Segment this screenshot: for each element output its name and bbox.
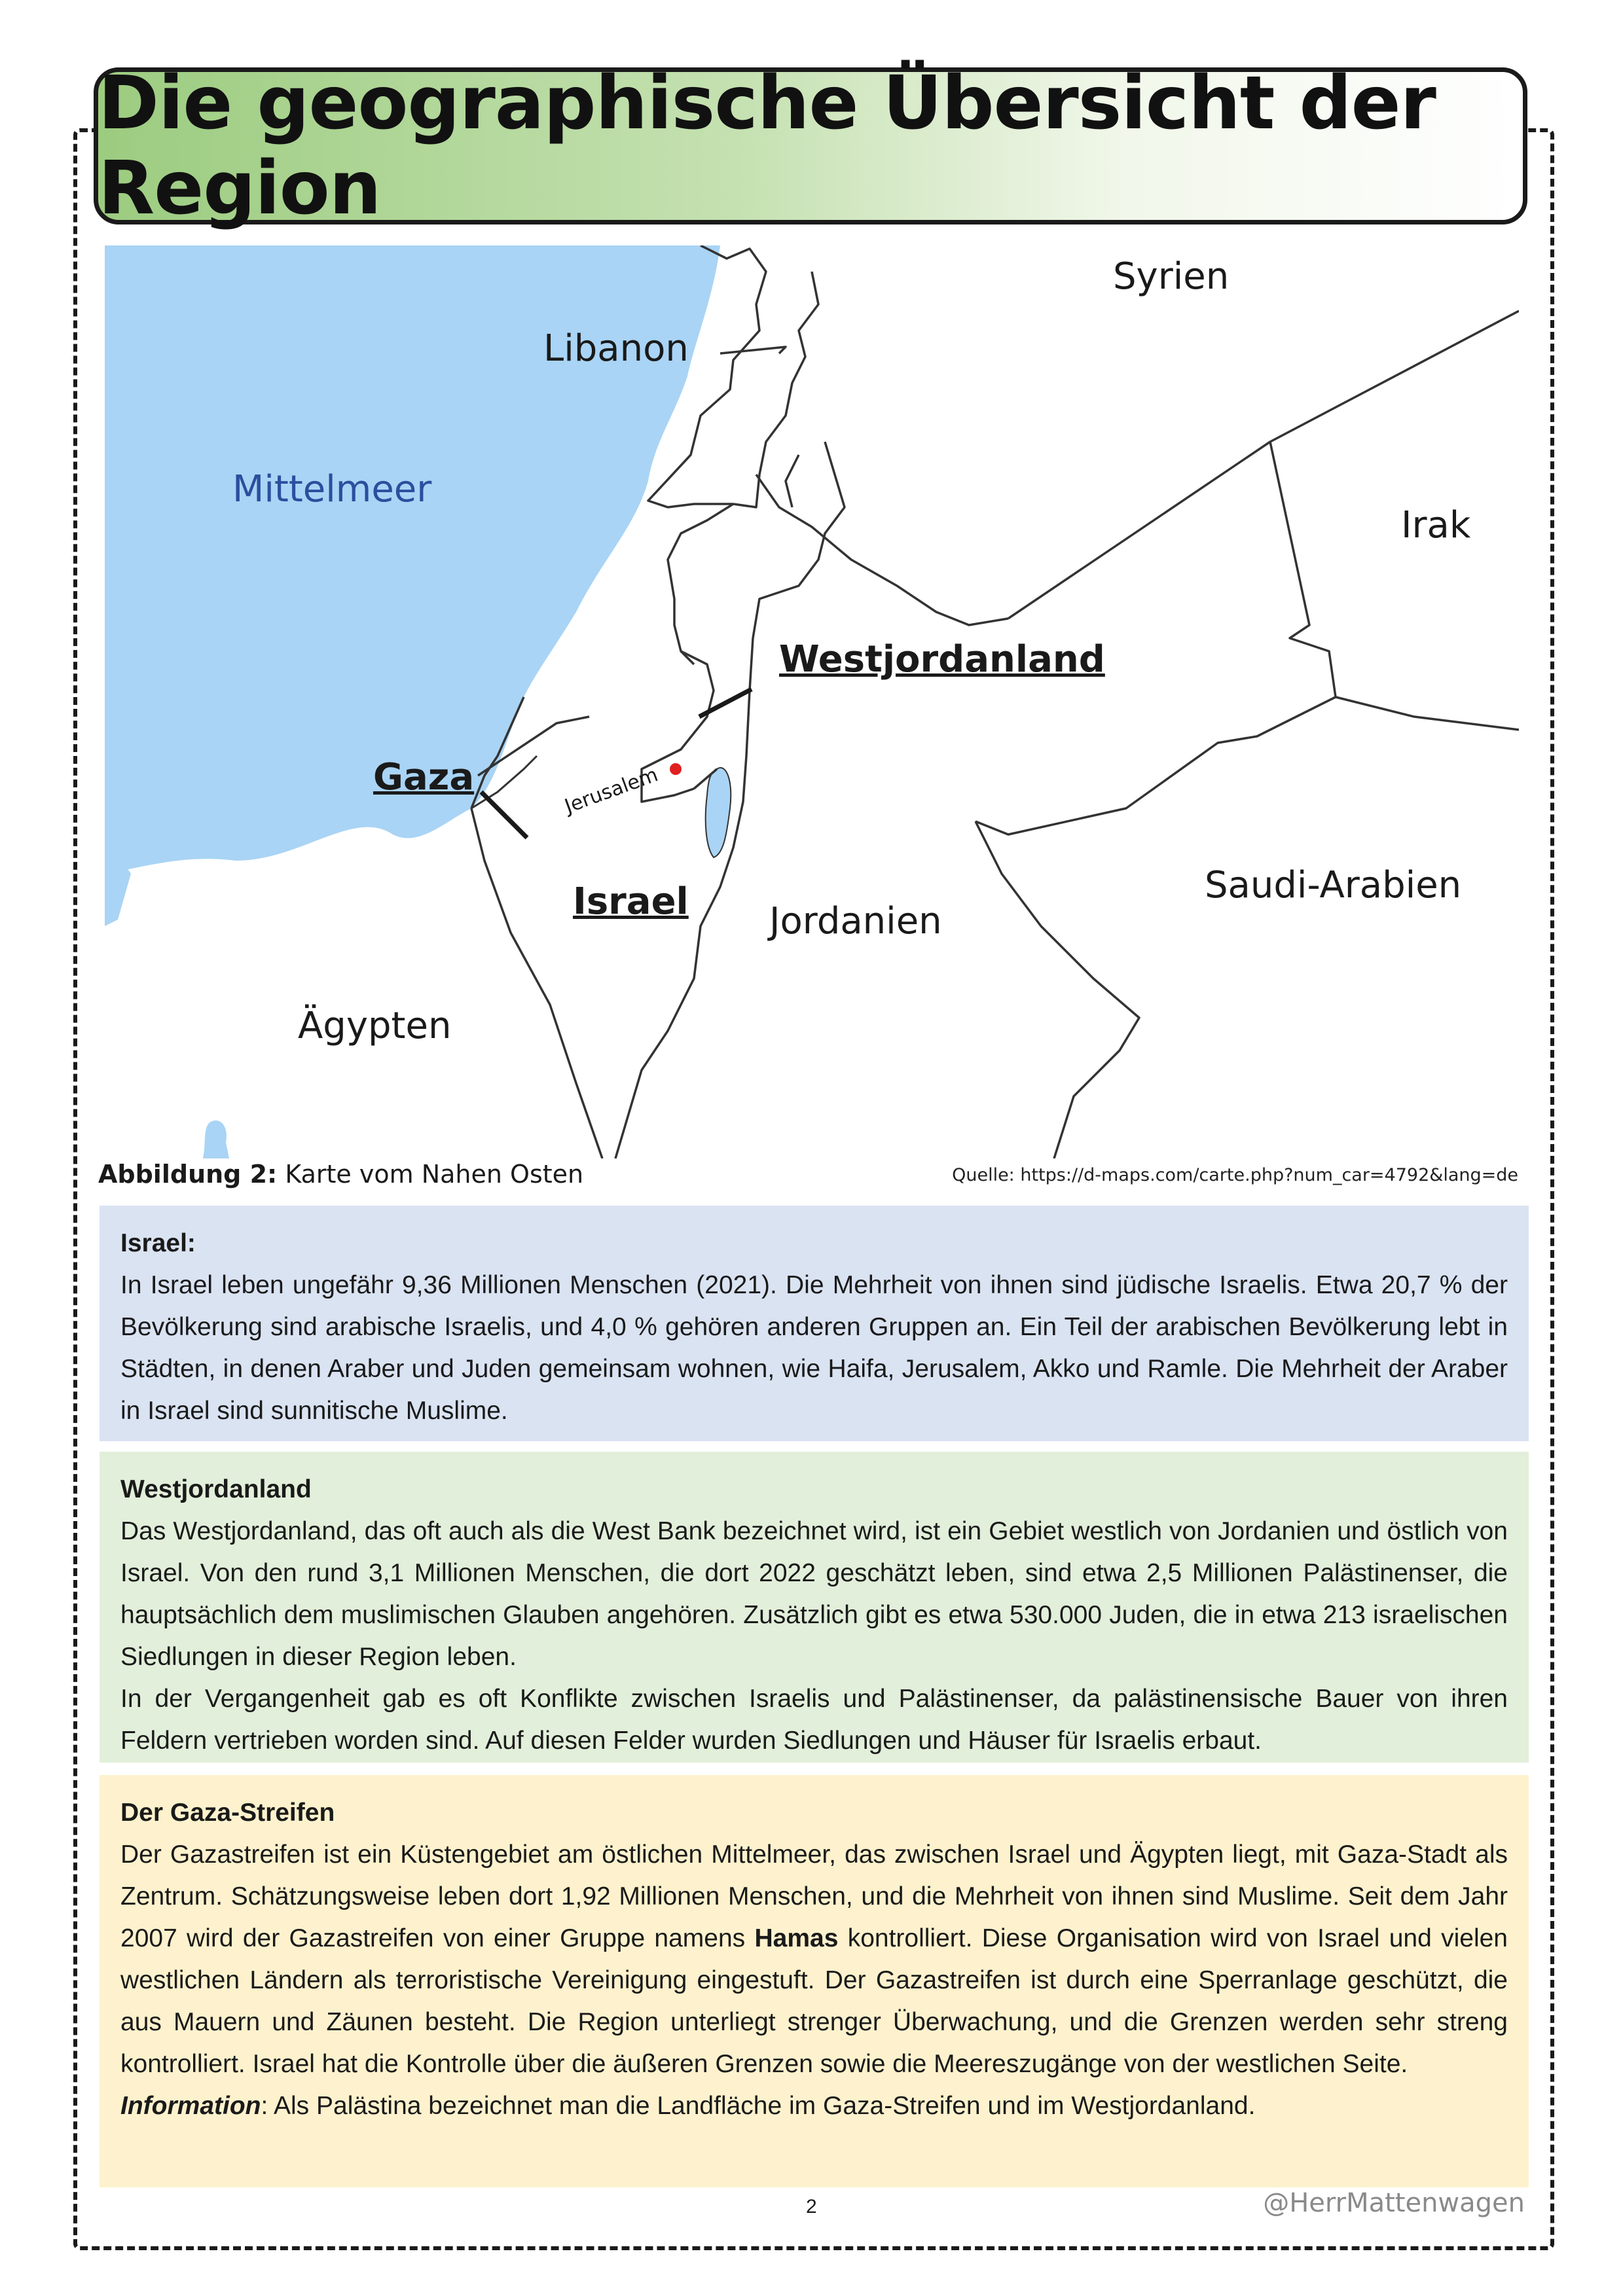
author-credit: @HerrMattenwagen <box>1263 2188 1525 2218</box>
title-banner <box>94 61 1527 231</box>
label-israel: Israel <box>573 880 689 923</box>
section-gaza-information <box>120 2085 1508 2127</box>
map-source: Quelle: https://d-maps.com/carte.php?num_car=4792&lang=de <box>952 1165 1518 1185</box>
section-israel-heading: Israel: <box>120 1229 196 1257</box>
gaza-text-2: kontrolliert. Diese Organisation wird von Israel und vielen westlichen Ländern als terroristische Vereinigung eingestuft. Der Gazastreifen ist durch eine Sperranlage geschützt, die aus Mauern und Zäunen besteht. Die Region unterliegt strenger Überwachung, und die Grenzen werden sehr streng kontrolliert. Israel hat die Kontrolle über die äußeren Grenzen sowie die Meereszugänge von der westlichen Seite. <box>120 1924 1508 2078</box>
label-saudi-arabien: Saudi-Arabien <box>1205 864 1462 906</box>
page-number: 2 <box>806 2196 817 2217</box>
label-jordanien: Jordanien <box>769 900 942 942</box>
dead-sea <box>706 768 731 857</box>
figure-caption <box>98 1160 583 1189</box>
section-gaza-heading: Der Gaza-Streifen <box>120 1799 335 1827</box>
information-text: : Als Palästina bezeichnet man die Landfläche im Gaza-Streifen und im Westjordanland. <box>261 2092 1256 2120</box>
section-westjordanland-heading: Westjordanland <box>120 1475 312 1503</box>
section-westjordanland-text-2: In der Vergangenheit gab es oft Konflikte zwischen Israelis und Palästinenser, da palästinensische Bauer von ihren Feldern vertrieben worden sind. Auf diesen Felder wurden Siedlungen und Häuser für Israelis erbaut. <box>120 1685 1508 1755</box>
label-libanon: Libanon <box>543 327 689 370</box>
section-gaza-text <box>120 1834 1508 2085</box>
section-westjordanland-text-1: Das Westjordanland, das oft auch als die West Bank bezeichnet wird, ist ein Gebiet westlich von Jordanien und östlich von Israel. Von den rund 3,1 Millionen Menschen, die dort 2022 geschätzt leben, sind etwa 2,5 Millionen Palästinenser, die hauptsächlich dem muslimischen Glauben angehören. Zusätzlich gibt es etwa 530.000 Juden, die in etwa 213 israelischen Siedlungen in dieser Region leben. <box>120 1517 1508 1671</box>
region-map <box>105 245 1519 1158</box>
label-irak: Irak <box>1401 504 1471 547</box>
section-israel-text: In Israel leben ungefähr 9,36 Millionen Menschen (2021). Die Mehrheit von ihnen sind jüdische Israelis. Etwa 20,7 % der Bevölkerung sind arabische Israelis, und 4,0 % gehören anderen Gruppen an. Ein Teil der arabischen Bevölkerung lebt in Städten, in denen Araber und Juden gemeinsam wohnen, wie Haifa, Jerusalem, Akko und Ramle. Die Mehrheit der Araber in Israel sind sunnitische Muslime. <box>120 1271 1508 1425</box>
hamas-term: Hamas <box>754 1924 839 1952</box>
section-westjordanland <box>100 1452 1529 1763</box>
caption-text: Karte vom Nahen Osten <box>285 1160 584 1189</box>
jerusalem-marker <box>670 763 682 775</box>
section-israel <box>100 1206 1529 1441</box>
page-title: Die geographische Übersicht der Region <box>98 61 1436 231</box>
section-gaza <box>100 1775 1529 2187</box>
label-aegypten: Ägypten <box>298 1005 452 1047</box>
information-label: Information <box>120 2092 261 2120</box>
label-mittelmeer: Mittelmeer <box>232 468 432 511</box>
red-sea-tip <box>203 1121 229 1158</box>
gaza-leader <box>481 792 527 838</box>
label-syrien: Syrien <box>1113 255 1230 298</box>
gaza-text-1: Der Gazastreifen ist ein Küstengebiet am östlichen Mittelmeer, das zwischen Israel und Ägypten liegt, mit Gaza-Stadt als Zentrum. Schätzungsweise leben dort 1,92 Millionen Menschen, und die Mehrheit von ihnen sind Muslime. Seit dem Jahr 2007 wird der Gazastreifen von einer Gruppe namens <box>120 1840 1508 1952</box>
caption-label: Abbildung 2: <box>98 1160 278 1189</box>
label-gaza: Gaza <box>373 756 475 798</box>
westjordanland-leader <box>699 689 752 717</box>
label-westjordanland: Westjordanland <box>779 638 1105 681</box>
label-jerusalem: Jerusalem <box>562 763 661 818</box>
